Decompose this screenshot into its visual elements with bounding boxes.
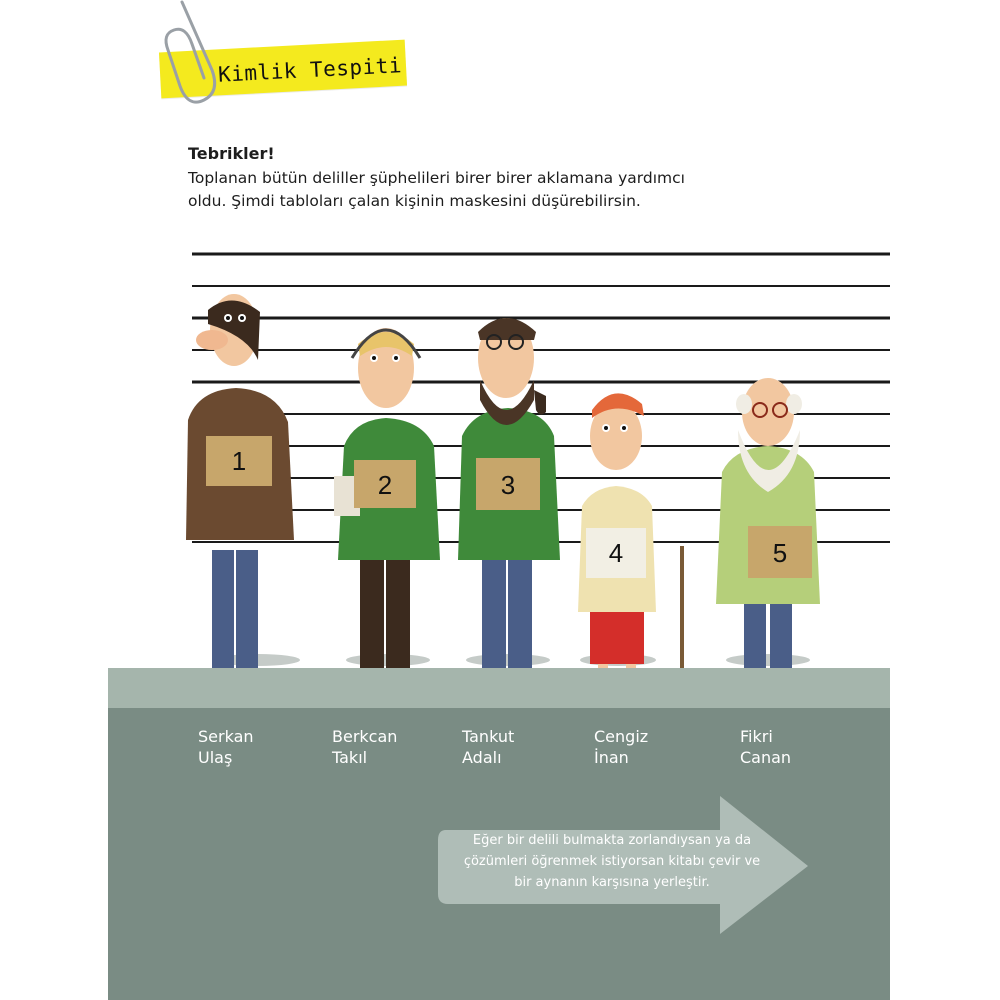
suspect-2-number: 2 xyxy=(377,470,393,500)
suspect-5-name xyxy=(740,726,791,768)
intro-heading: Tebrikler! xyxy=(188,144,275,163)
suspect-2-last-name: Takıl xyxy=(332,748,368,767)
suspect-5-figure xyxy=(682,378,820,670)
intro-line-1: Toplanan bütün deliller şüphelileri birer birer aklamana yardımcı xyxy=(188,169,685,187)
suspect-3-first-name: Tankut xyxy=(462,727,515,746)
suspect-5-last-name: Canan xyxy=(740,748,792,767)
suspect-4-name xyxy=(594,726,648,768)
suspect-2-name xyxy=(332,726,397,768)
intro-text xyxy=(188,144,728,213)
suspect-4-last-name: İnan xyxy=(594,748,629,767)
suspect-1-last-name: Ulaş xyxy=(198,748,233,767)
paperclip-icon xyxy=(160,0,230,120)
suspect-3-name xyxy=(462,726,514,768)
suspect-5-number: 5 xyxy=(772,538,788,568)
suspect-2-first-name: Berkcan xyxy=(332,727,398,746)
intro-line-2: oldu. Şimdi tabloları çalan kişinin maskesini düşürebilirsin. xyxy=(188,192,641,210)
hint-line-2: çözümleri öğrenmek istiyorsan kitabı çevir ve xyxy=(463,854,761,869)
hint-text xyxy=(452,830,772,893)
hint-line-3: bir aynanın karşısına yerleştir. xyxy=(514,875,710,890)
suspect-1-number: 1 xyxy=(231,446,247,476)
hint-line-1: Eğer bir delili bulmakta zorlandıysan ya da xyxy=(472,833,752,848)
suspect-4-first-name: Cengiz xyxy=(594,727,649,746)
suspect-1-name xyxy=(198,726,254,768)
section-title: Kimlik Tespiti xyxy=(217,53,403,87)
suspect-3-last-name: Adalı xyxy=(462,748,502,767)
suspect-3-number: 3 xyxy=(500,470,516,500)
suspect-5-first-name: Fikri xyxy=(740,727,773,746)
suspect-1-first-name: Serkan xyxy=(198,727,254,746)
lineup-illustration xyxy=(108,240,890,670)
lineup-floor xyxy=(108,668,890,708)
suspect-4-number: 4 xyxy=(608,538,624,568)
intro-body xyxy=(188,167,728,213)
